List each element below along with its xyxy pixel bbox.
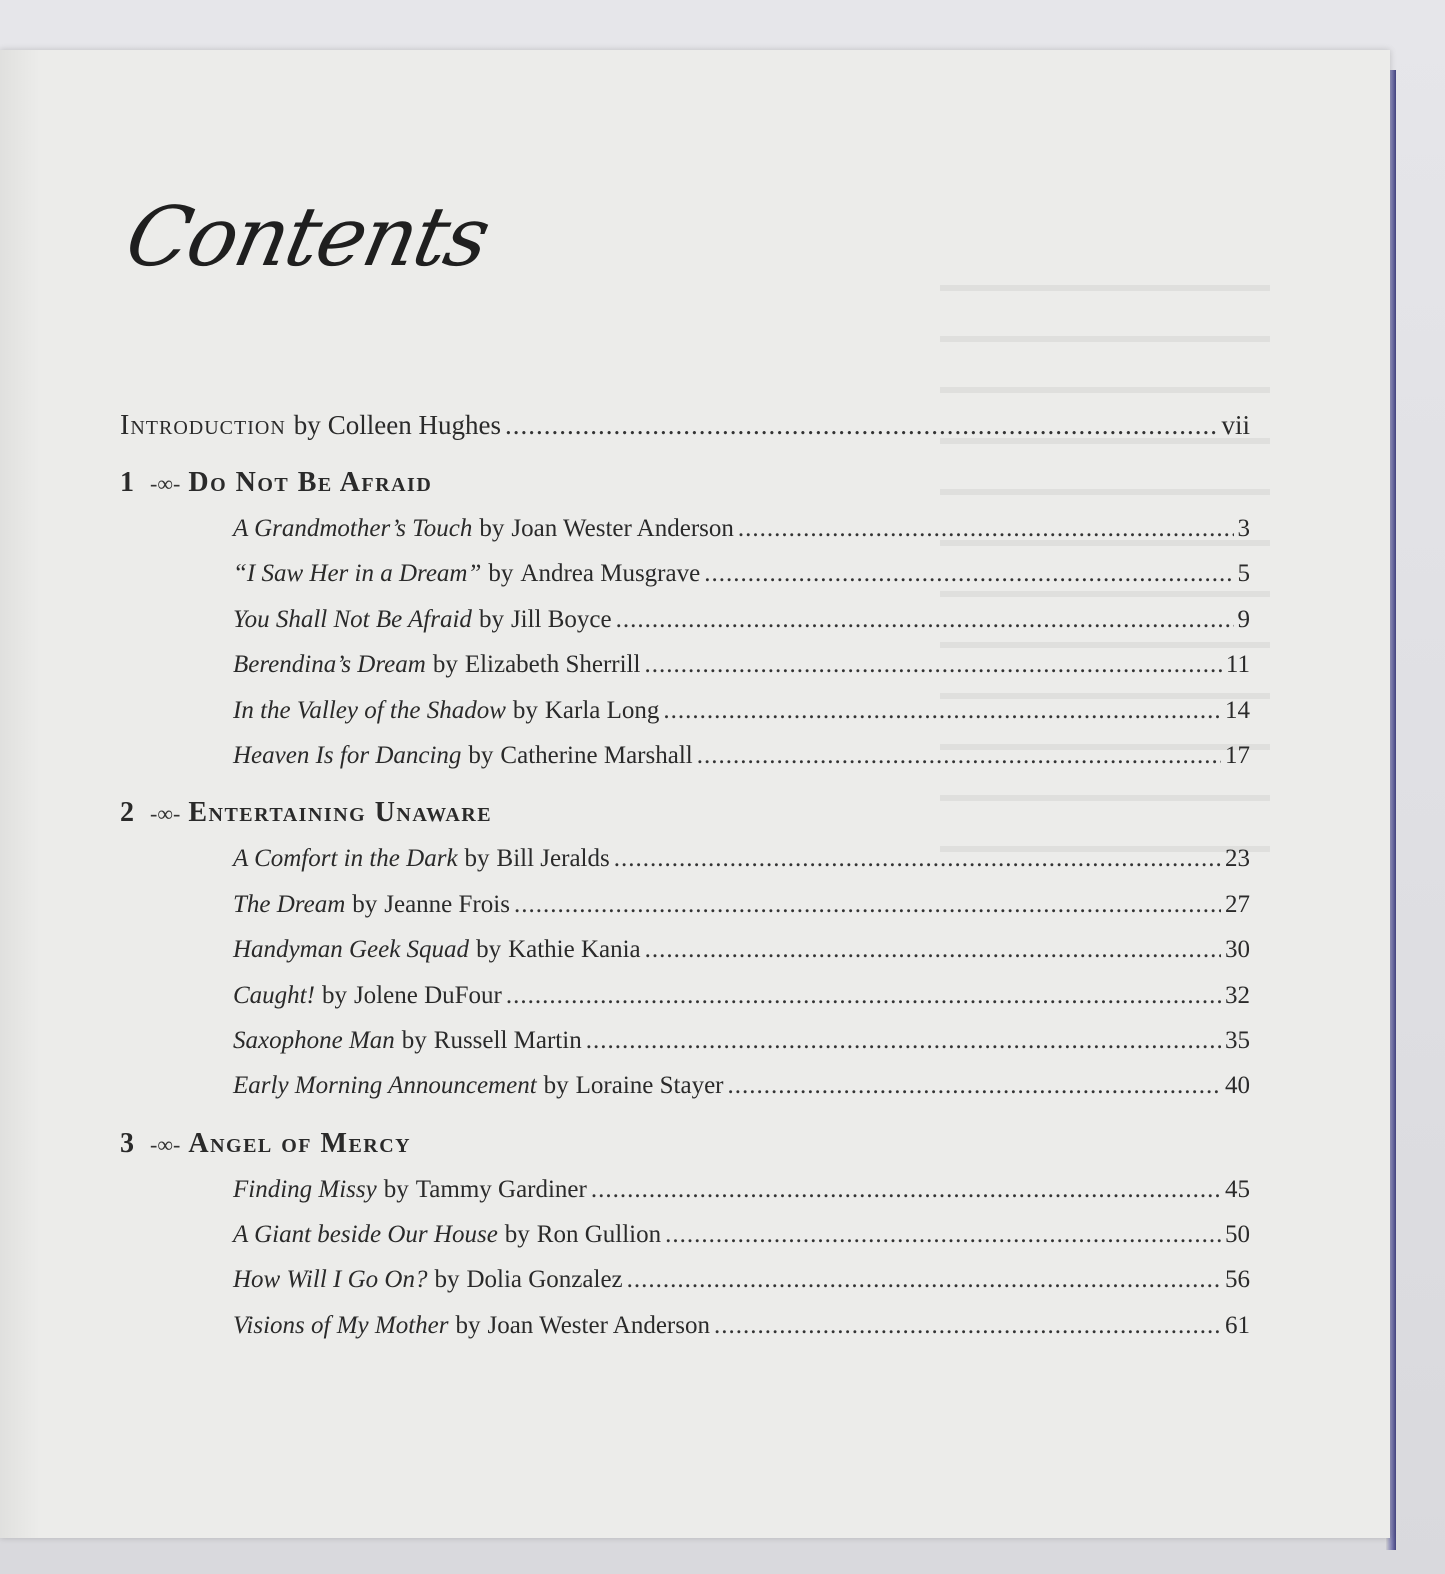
section-heading[interactable] (120, 797, 1250, 845)
toc-entry[interactable] (120, 1266, 1250, 1311)
entry-author: Catherine Marshall (500, 741, 693, 769)
toc-entry[interactable] (120, 560, 1250, 605)
entry-title: The Dream (233, 890, 346, 918)
dot-leader (738, 515, 1234, 543)
section-heading[interactable] (120, 1128, 1250, 1176)
dot-leader (591, 1176, 1221, 1204)
entry-page-number: 32 (1225, 981, 1250, 1009)
toc-entry[interactable] (120, 651, 1250, 696)
toc-entry[interactable] (120, 982, 1250, 1027)
section-number: 3 (120, 1127, 134, 1159)
entry-page-number: 23 (1225, 845, 1250, 873)
entry-by: by (476, 936, 502, 964)
dot-leader (665, 1221, 1221, 1249)
entry-author: Ron Gullion (536, 1221, 662, 1249)
page-title: Contents (118, 190, 497, 285)
introduction-label: Introduction (120, 410, 286, 441)
entry-by: by (488, 560, 514, 588)
entry-author: Loraine Stayer (575, 1072, 724, 1100)
dot-leader (714, 1312, 1221, 1340)
entry-title: You Shall Not Be Afraid (233, 605, 472, 633)
entry-title: A Grandmother’s Touch (233, 515, 473, 542)
dot-leader (644, 651, 1221, 679)
section-title: Entertaining Unaware (188, 797, 493, 829)
entry-page-number: 17 (1225, 741, 1250, 769)
entry-page-number: 30 (1225, 936, 1250, 964)
toc-entry[interactable] (120, 606, 1250, 651)
entry-page-number: 40 (1225, 1072, 1250, 1100)
entry-title: Finding Missy (233, 1175, 377, 1203)
introduction-author: Colleen Hughes (327, 410, 501, 440)
entry-title: Handyman Geek Squad (233, 936, 470, 964)
entry-author: Karla Long (544, 696, 660, 724)
section-title: Do Not Be Afraid (188, 467, 433, 498)
section-heading[interactable] (120, 467, 1250, 515)
toc-entry[interactable] (120, 845, 1250, 890)
flourish-icon: -∞- (150, 1131, 181, 1157)
table-of-contents (120, 410, 1250, 1357)
toc-entry[interactable] (120, 742, 1250, 787)
entry-title: “I Saw Her in a Dream” (233, 560, 482, 588)
dot-leader (616, 606, 1234, 634)
entry-author: Joan Wester Anderson (511, 515, 734, 542)
entry-by: by (464, 845, 490, 873)
dot-leader (514, 891, 1221, 919)
entry-author: Jolene DuFour (353, 981, 502, 1009)
page-gutter-shade (0, 50, 40, 1538)
dot-leader (663, 697, 1221, 725)
dot-leader (505, 410, 1217, 441)
section-number: 2 (120, 797, 134, 829)
entry-by: by (401, 1026, 427, 1054)
entry-title: How Will I Go On? (233, 1266, 428, 1294)
entry-title: Saxophone Man (233, 1026, 395, 1054)
entry-by: by (352, 890, 378, 918)
entry-page-number: 3 (1237, 515, 1250, 542)
toc-entry[interactable] (120, 1221, 1250, 1266)
entry-title: Berendina’s Dream (233, 651, 426, 679)
entry-author: Joan Wester Anderson (487, 1311, 710, 1339)
flourish-icon: -∞- (150, 471, 181, 496)
entry-author: Elizabeth Sherrill (464, 651, 641, 679)
entry-title: Heaven Is for Dancing (233, 741, 462, 769)
entry-page-number: 45 (1225, 1175, 1250, 1203)
entry-title: Caught! (233, 981, 315, 1009)
section-spacer (120, 787, 1250, 795)
dot-leader (614, 845, 1221, 873)
entry-by: by (512, 696, 538, 724)
toc-entry[interactable] (120, 1072, 1250, 1117)
toc-entry[interactable] (120, 1027, 1250, 1072)
entry-author: Jill Boyce (510, 605, 612, 633)
toc-entry[interactable] (120, 697, 1250, 742)
toc-introduction-row[interactable] (120, 410, 1250, 465)
entry-author: Jeanne Frois (384, 890, 510, 918)
dot-leader (627, 1266, 1221, 1294)
toc-entry[interactable] (120, 891, 1250, 936)
section-number: 1 (120, 467, 134, 498)
entry-title: A Comfort in the Dark (233, 845, 458, 873)
toc-entry[interactable] (120, 1176, 1250, 1221)
dot-leader (586, 1027, 1221, 1055)
entry-by: by (383, 1175, 409, 1203)
dot-leader (704, 560, 1233, 588)
entry-author: Russell Martin (433, 1026, 582, 1054)
entry-page-number: 5 (1237, 560, 1250, 588)
section-title: Angel of Mercy (188, 1127, 412, 1159)
entry-author: Bill Jeralds (496, 845, 610, 873)
dot-leader (728, 1072, 1221, 1100)
entry-title: A Giant beside Our House (233, 1221, 498, 1249)
entry-by: by (504, 1221, 530, 1249)
entry-page-number: 11 (1225, 651, 1250, 679)
dot-leader (645, 936, 1221, 964)
entry-title: In the Valley of the Shadow (233, 696, 506, 724)
entry-page-number: 35 (1225, 1026, 1250, 1054)
toc-entry[interactable] (120, 936, 1250, 981)
entry-author: Tammy Gardiner (415, 1175, 587, 1203)
entry-page-number: 14 (1225, 696, 1250, 724)
entry-page-number: 9 (1237, 605, 1250, 633)
entry-author: Andrea Musgrave (520, 560, 701, 588)
entry-title: Visions of My Mother (233, 1311, 449, 1339)
entry-by: by (321, 981, 347, 1009)
entry-by: by (432, 651, 458, 679)
entry-by: by (468, 741, 494, 769)
entry-by: by (478, 605, 504, 633)
section-spacer (120, 1118, 1250, 1126)
entry-author: Kathie Kania (508, 936, 641, 964)
entry-by: by (434, 1266, 460, 1294)
entry-by: by (479, 515, 505, 542)
toc-entry[interactable] (120, 515, 1250, 560)
dot-leader (697, 742, 1221, 770)
dot-leader (506, 982, 1221, 1010)
entry-page-number: 61 (1225, 1311, 1250, 1339)
introduction-page-number: vii (1221, 410, 1250, 440)
introduction-by: by (293, 410, 321, 440)
entry-by: by (455, 1311, 481, 1339)
flourish-icon: -∞- (150, 801, 181, 827)
toc-entry[interactable] (120, 1312, 1250, 1357)
entry-page-number: 27 (1225, 890, 1250, 918)
entry-title: Early Morning Announcement (233, 1072, 537, 1100)
entry-by: by (543, 1072, 569, 1100)
entry-author: Dolia Gonzalez (466, 1266, 623, 1294)
entry-page-number: 50 (1225, 1221, 1250, 1249)
entry-page-number: 56 (1225, 1266, 1250, 1294)
